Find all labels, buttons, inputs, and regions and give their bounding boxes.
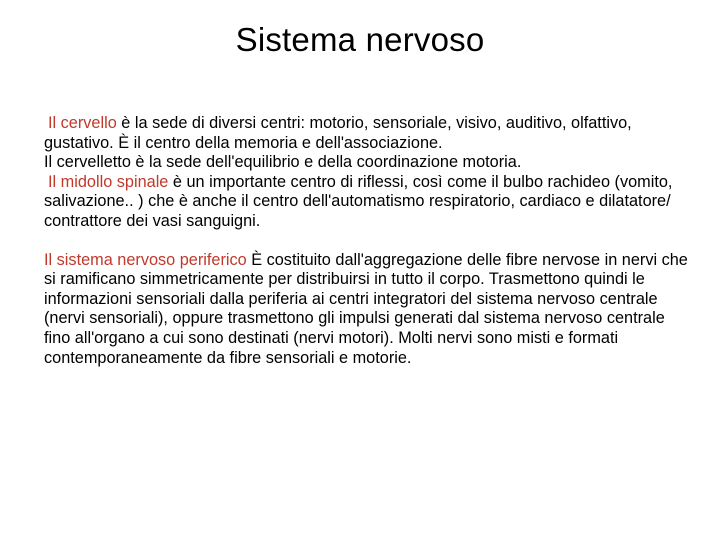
paragraph-cervelletto-text: Il cervelletto è la sede dell'equilibrio e della coordinazione motoria. (44, 153, 522, 172)
slide-body (44, 114, 694, 368)
paragraph-periferico-text: È costituito dall'aggregazione delle fibre nervose in nervi che si ramificano simmetricamente per distribuirsi in tutto il corpo. Trasmettono quindi le informazioni sensoriali dalla periferia ai centri integratori del sistema nervoso centrale (nervi sensoriali), oppure trasmettono gli impulsi generati dal sistema nervoso centrale fino all'organo a cui sono destinati (nervi motori). Molti nervi sono misti e formati contemporaneamente da fibre sensoriali e motorie. (44, 250, 688, 367)
paragraph-cervelletto (44, 153, 694, 173)
paragraph-periferico (44, 251, 694, 369)
term-midollo-spinale: Il midollo spinale (48, 172, 169, 191)
paragraph-cervello (44, 114, 694, 153)
paragraph-cervello-text: è la sede di diversi centri: motorio, sensoriale, visivo, auditivo, olfattivo, gustativo. È il centro della memoria e dell'associazione. (44, 114, 632, 152)
term-sistema-nervoso-periferico: Il sistema nervoso periferico (44, 250, 247, 269)
term-cervello: Il cervello (48, 114, 117, 132)
slide-title: Sistema nervoso (235, 21, 485, 58)
paragraph-midollo-text: è un importante centro di riflessi, così come il bulbo rachideo (vomito, salivazione.. ) che è anche il centro dell'automatismo respiratorio, cardiaco e dilatatore/ contrattore dei vasi sanguigni. (44, 172, 673, 230)
paragraph-midollo (44, 173, 694, 232)
